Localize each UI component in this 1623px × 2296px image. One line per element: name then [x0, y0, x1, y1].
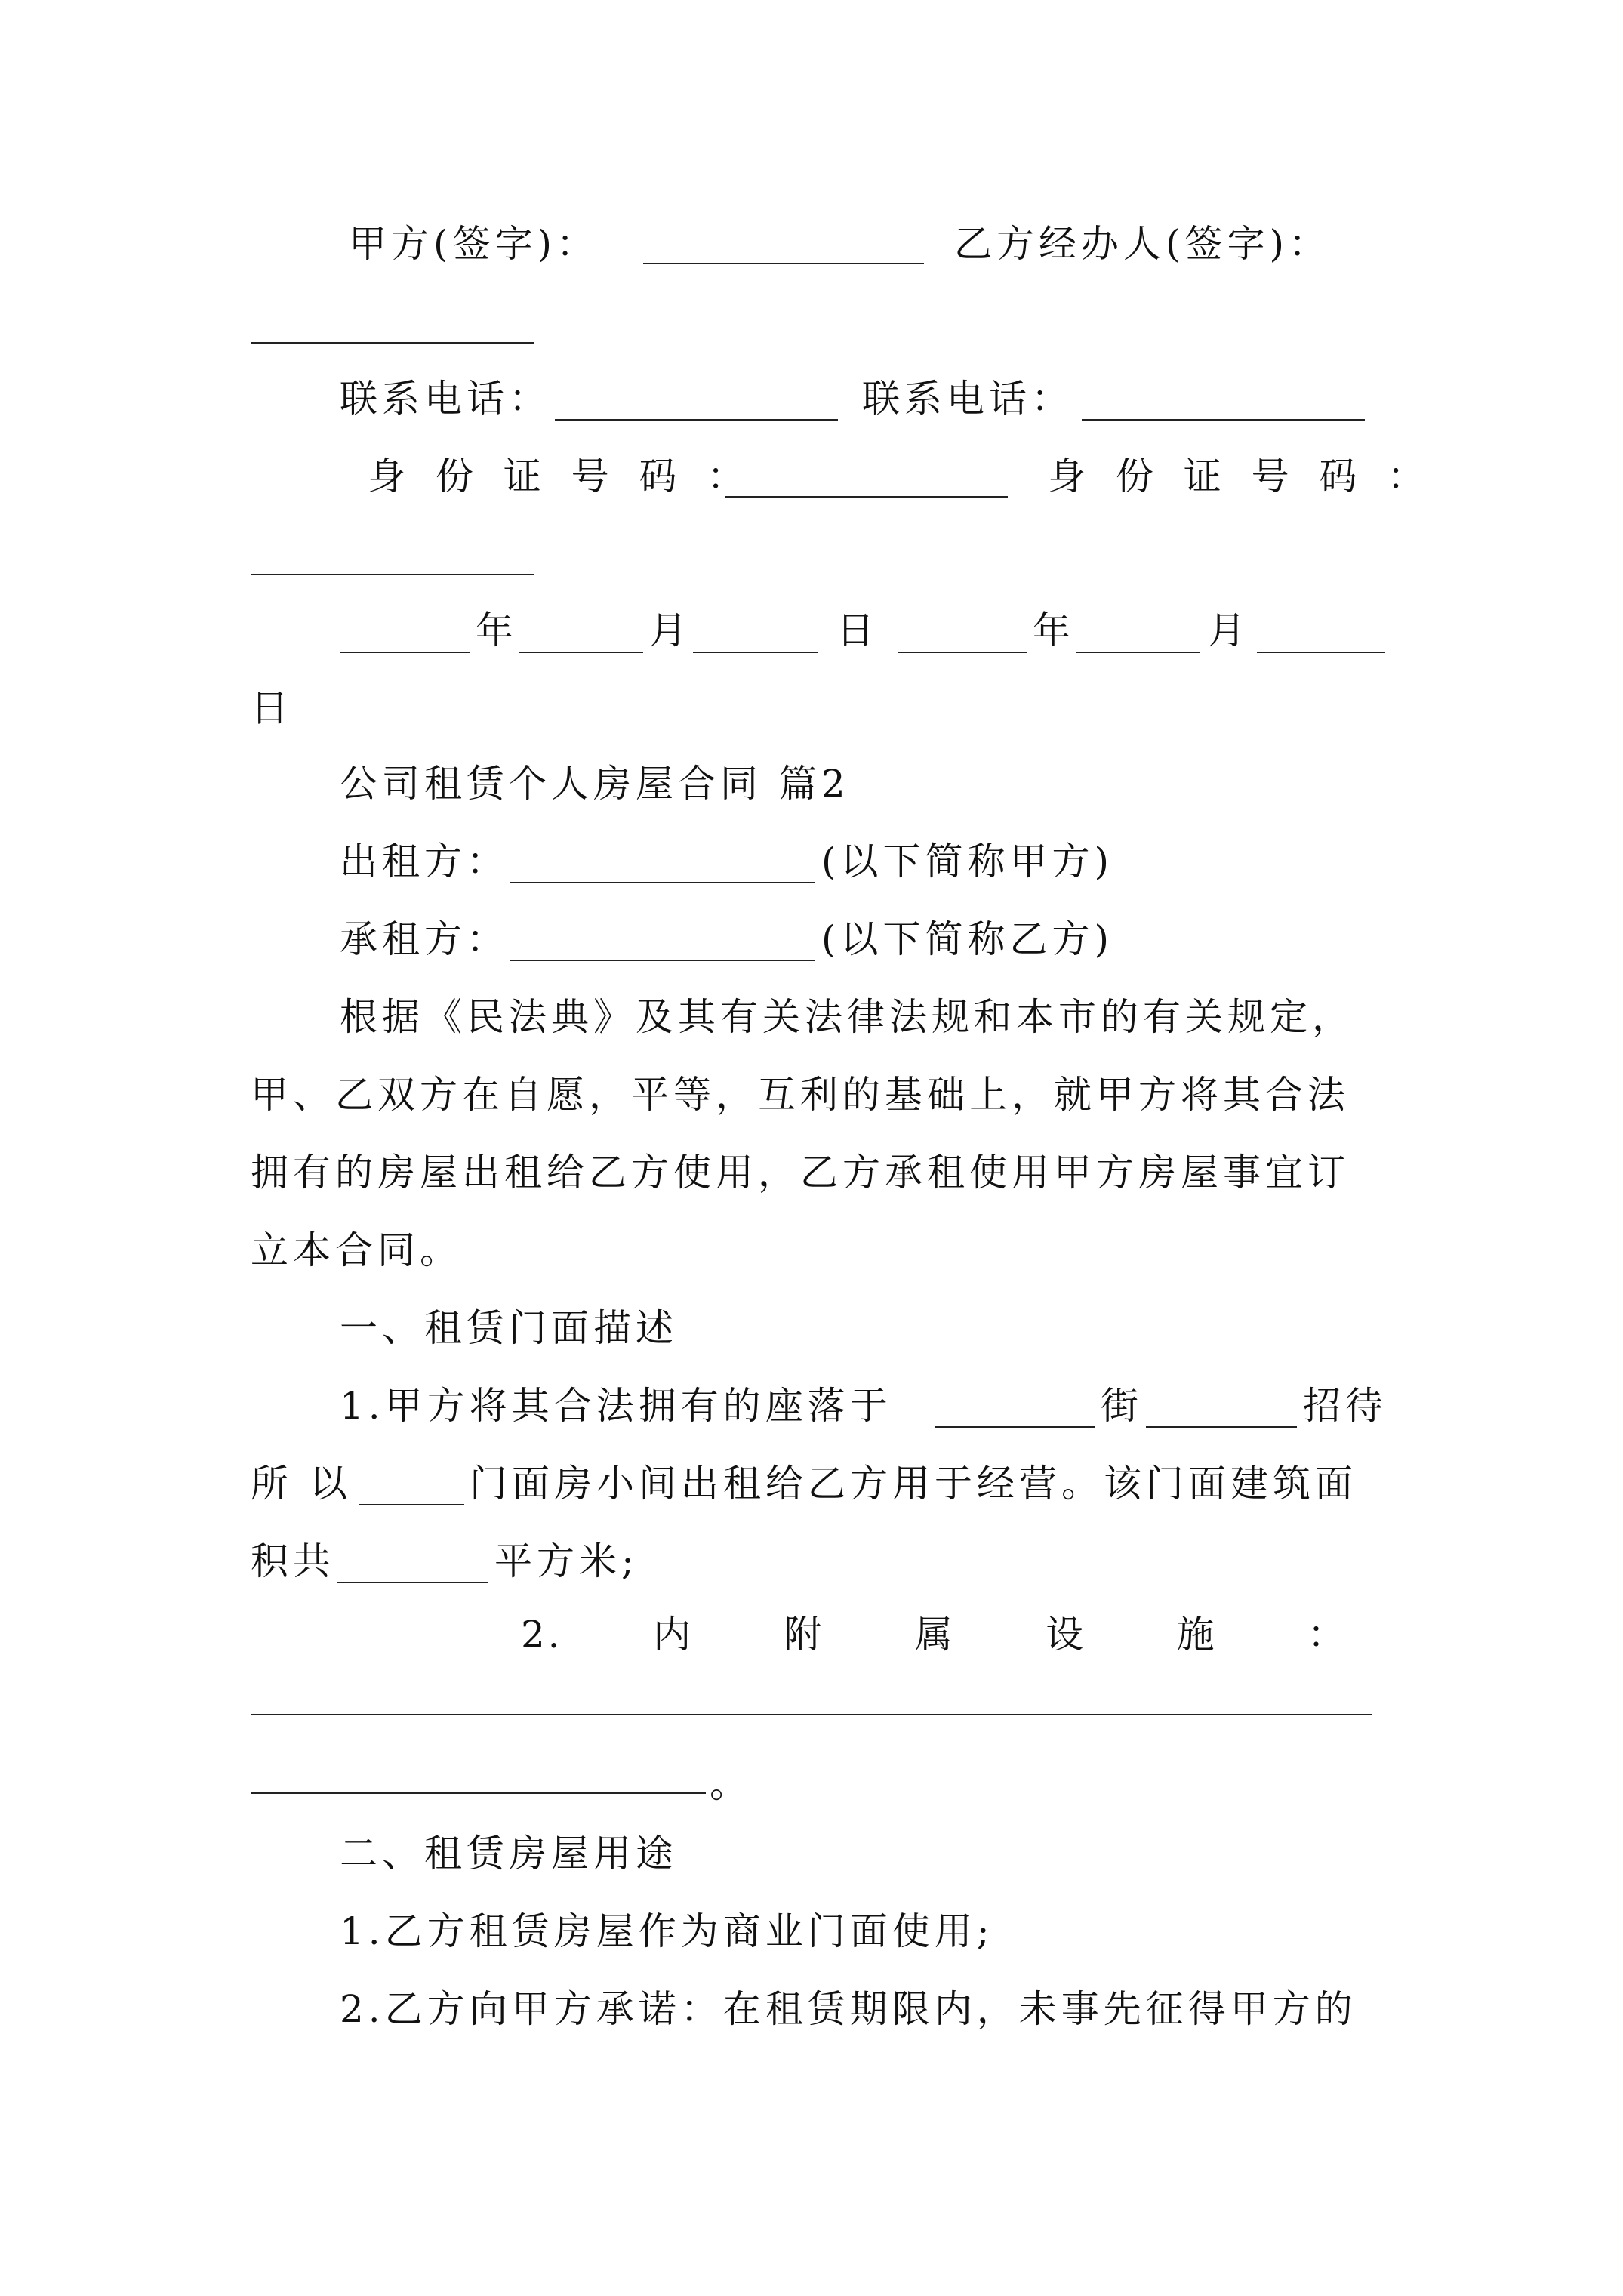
- lessee-blank: [510, 960, 815, 961]
- s1-item1-text-d: 所 以: [251, 1462, 352, 1505]
- party-b-day-blank: [1257, 652, 1385, 653]
- party-a-year-label: 年: [476, 609, 518, 652]
- lessor-blank: [510, 882, 815, 883]
- preamble-line-4: 立本合同。: [251, 1228, 462, 1272]
- s1-item1-text-e: 门面房小间出租给乙方用于经营。该门面建筑面: [470, 1462, 1357, 1505]
- party-a-phone-label: 联系电话：: [340, 377, 551, 421]
- section-1-title: 一、租赁门面描述: [340, 1306, 678, 1350]
- party-b-month-label: 月: [1208, 609, 1250, 652]
- area-blank: [337, 1582, 488, 1583]
- street-blank: [935, 1426, 1095, 1428]
- party-a-day-label: 日: [836, 609, 879, 652]
- s1-item1-text-c: 招待: [1303, 1384, 1387, 1428]
- lessee-note: (以下简称乙方): [821, 917, 1114, 961]
- s1-item1-text-a: 1.甲方将其合法拥有的座落于: [340, 1384, 892, 1428]
- party-b-id-label: 身 份 证 号 码 ：: [1048, 455, 1434, 498]
- lessee-label: 承租方：: [340, 917, 509, 961]
- party-a-month-blank: [519, 652, 643, 653]
- preamble-line-2: 甲、乙双方在自愿，平等，互利的基础上，就甲方将其合法: [251, 1073, 1350, 1117]
- facilities-blank-line-2: [251, 1792, 706, 1794]
- lessor-note: (以下简称甲方): [821, 840, 1114, 883]
- contract-title: 公司租赁个人房屋合同 篇2: [340, 762, 850, 806]
- preamble-line-3: 拥有的房屋出租给乙方使用，乙方承租使用甲方房屋事宜订: [251, 1151, 1350, 1194]
- s1-item1-text-f: 积共: [251, 1539, 335, 1583]
- party-a-id-label: 身 份 证 号 码 ：: [368, 455, 754, 498]
- lessor-label: 出租方：: [340, 840, 509, 883]
- party-a-month-label: 月: [649, 609, 691, 652]
- s1-item2-label: 2. 内 附 属 设 施 ：: [521, 1613, 1348, 1657]
- party-a-sign-blank: [643, 263, 924, 264]
- party-a-id-blank: [725, 496, 1008, 498]
- s2-item1: 1.乙方租赁房屋作为商业门面使用;: [340, 1909, 994, 1953]
- party-b-phone-label: 联系电话：: [862, 377, 1073, 421]
- facilities-blank-line-1: [251, 1714, 1372, 1715]
- s2-item2: 2.乙方向甲方承诺：在租赁期限内，未事先征得甲方的: [340, 1987, 1357, 2031]
- party-b-agent-sign-label: 乙方经办人(签字)：: [954, 222, 1332, 266]
- party-b-agent-sign-blank: [251, 342, 534, 344]
- unit-blank: [359, 1504, 464, 1505]
- party-b-day-label: 日: [251, 686, 293, 730]
- s1-item1-text-g: 平方米;: [494, 1539, 639, 1583]
- s1-item1-text-b: 街: [1101, 1384, 1143, 1428]
- party-a-sign-label: 甲方(签字)：: [349, 222, 599, 266]
- s1-item2-end: 。: [710, 1762, 752, 1806]
- party-a-phone-blank: [555, 419, 838, 421]
- party-b-phone-blank: [1082, 419, 1365, 421]
- party-b-id-blank: [251, 574, 534, 575]
- section-2-title: 二、租赁房屋用途: [340, 1832, 678, 1875]
- guesthouse-blank: [1146, 1426, 1297, 1428]
- party-b-year-blank: [898, 652, 1027, 653]
- party-b-month-blank: [1076, 652, 1200, 653]
- party-a-year-blank: [340, 652, 470, 653]
- party-b-year-label: 年: [1033, 609, 1075, 652]
- preamble-line-1: 根据《民法典》及其有关法律法规和本市的有关规定，: [340, 995, 1354, 1039]
- party-a-day-blank: [693, 652, 818, 653]
